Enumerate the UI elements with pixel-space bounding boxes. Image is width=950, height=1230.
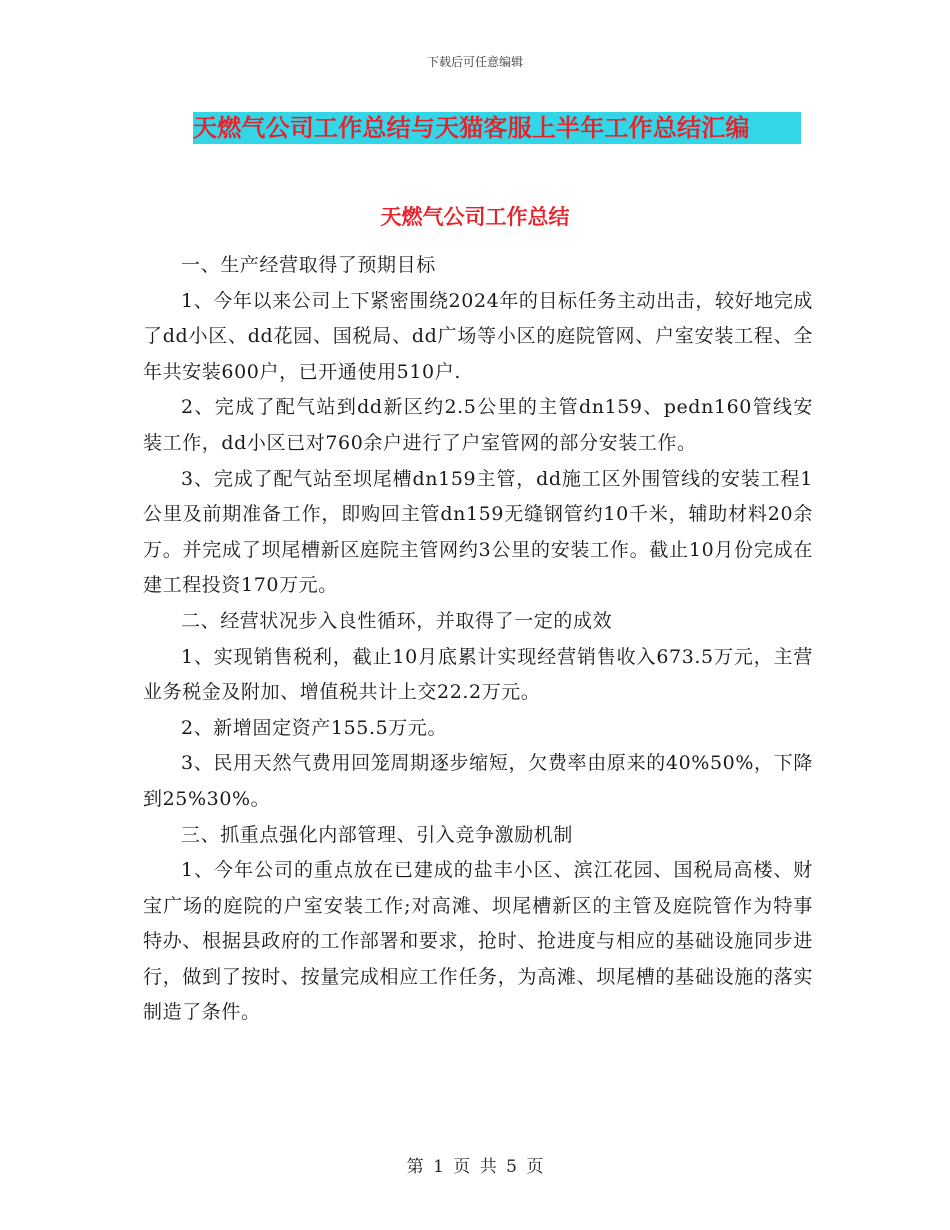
heading-paragraph: 二、经营状况步入良性循环，并取得了一定的成效 (181, 609, 613, 632)
page-footer: 第 1 页 共 5 页 (406, 1157, 544, 1177)
body-paragraph: 2、完成了配气站到dd新区约2.5公里的主管dn159、pedn160管线安装工作，dd小区已对760余户进行了户室管网的部分安装工作。 (143, 396, 813, 454)
body-paragraph: 2、新增固定资产155.5万元。 (181, 716, 448, 739)
body-paragraph: 3、民用天然气费用回笼周期逐步缩短，欠费率由原来的40%50%，下降到25%30%。 (143, 752, 813, 810)
body-paragraph: 1、实现销售税利，截止10月底累计实现经营销售收入673.5万元，主营业务税金及附加、增值税共计上交22.2万元。 (143, 645, 813, 704)
heading-paragraph: 三、抓重点强化内部管理、引入竞争激励机制 (181, 823, 574, 846)
document-body (143, 248, 813, 1031)
heading-paragraph: 一、生产经营取得了预期目标 (181, 254, 436, 276)
body-paragraph: 1、今年公司的重点放在已建成的盐丰小区、滨江花园、国税局高楼、财宝广场的庭院的户室安装工作;对高滩、坝尾槽新区的主管及庭院管作为特事特办、根据县政府的工作部署和要求，抢时、抢进度与相应的基础设施同步进行，做到了按时、按量完成相应工作任务，为高滩、坝尾槽的基础设施的落实制造了条件。 (143, 859, 813, 1024)
main-title: 天燃气公司工作总结与天猫客服上半年工作总结汇编 (193, 114, 750, 142)
section-title: 天燃气公司工作总结 (380, 205, 570, 229)
header-note: 下载后可任意编辑 (426, 55, 523, 69)
main-title-highlight (193, 112, 801, 144)
body-paragraph: 3、完成了配气站至坝尾槽dn159主管，dd施工区外围管线的安装工程1公里及前期准备工作，即购回主管dn159无缝钢管约10千米，辅助材料20余万。并完成了坝尾槽新区庭院主管网约3公里的安装工作。截止10月份完成在建工程投资170万元。 (143, 467, 813, 597)
body-paragraph: 1、今年以来公司上下紧密围绕2024年的目标任务主动出击，较好地完成了dd小区、dd花园、国税局、dd广场等小区的庭院管网、户室安装工程、全年共安装600户，已开通使用510户. (143, 289, 813, 383)
